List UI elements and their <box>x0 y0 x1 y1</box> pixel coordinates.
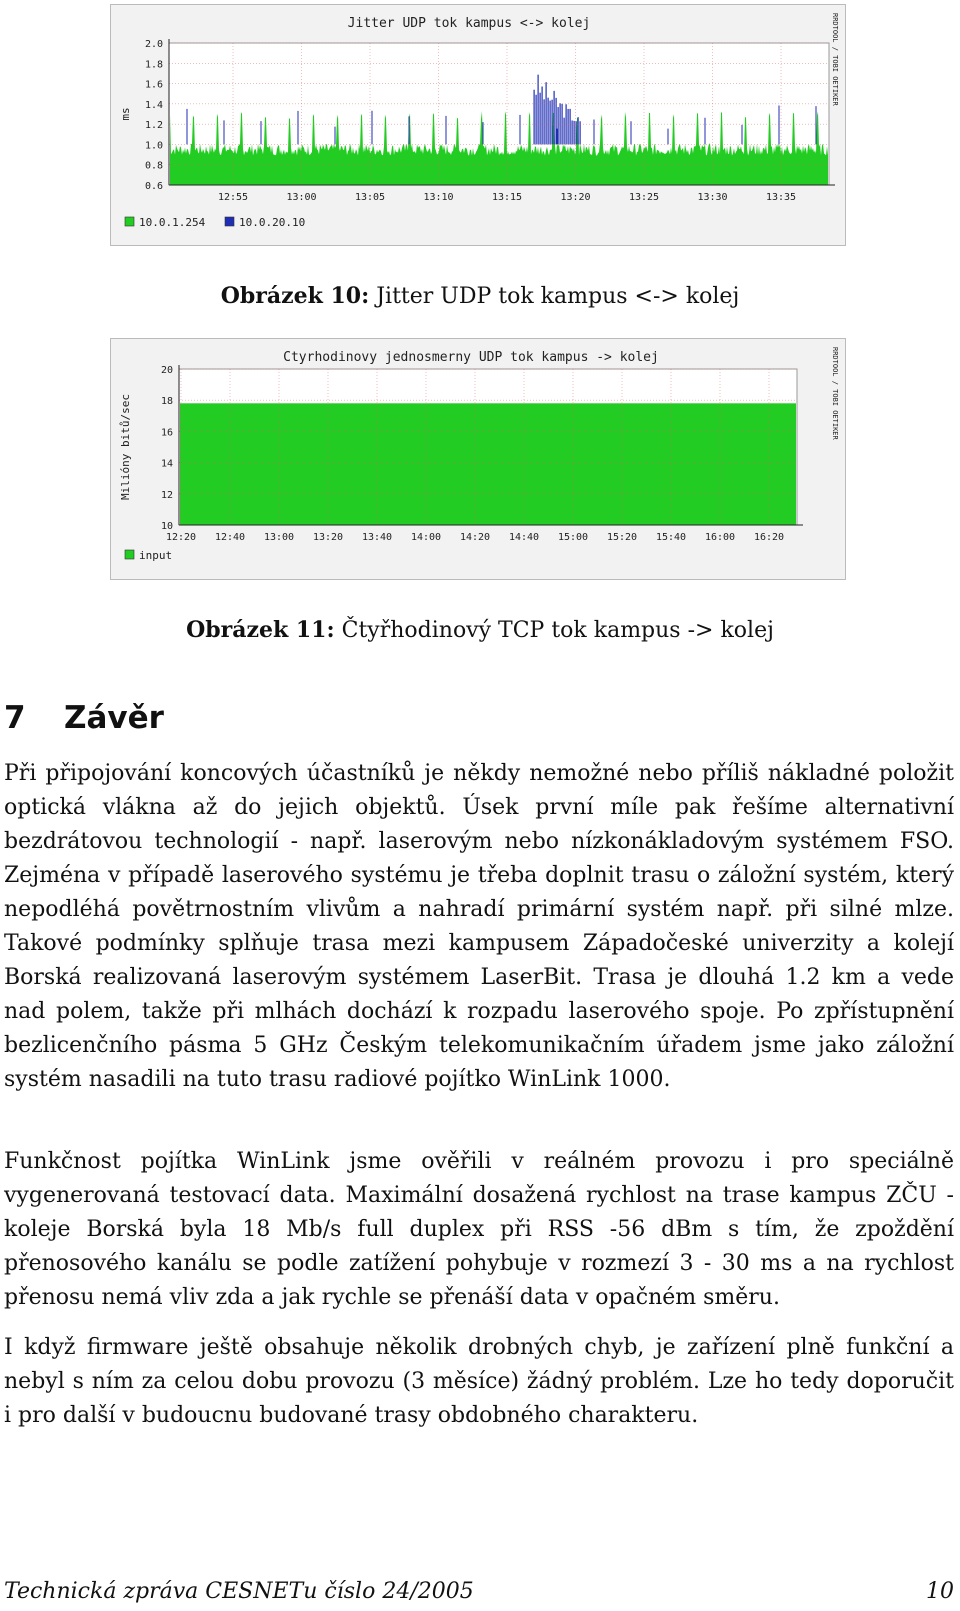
figure-10-chart <box>110 4 846 246</box>
paragraph-3: I když firmware ještě obsahuje několik drobných chyb, je zařízení plně funkční a nebyl s ním za celou dobu provozu (3 měsíce) žádný problém. Lze ho tedy doporučit i pro další v budoucnu budované trasy obdobného charakteru. <box>4 1335 954 1428</box>
x-tick-label: 12:55 <box>217 192 249 203</box>
rrdtool-credit: RRDTOOL / TOBI OETIKER <box>831 13 839 106</box>
legend-label: 10.0.1.254 <box>139 216 206 229</box>
x-tick-label: 13:20 <box>312 532 344 543</box>
x-tick-label: 13:00 <box>263 532 295 543</box>
y-tick-label: 14 <box>160 458 173 470</box>
figure-11-chart <box>110 338 846 580</box>
figure-10-caption-text: Jitter UDP tok kampus <-> kolej <box>369 284 740 309</box>
x-tick-label: 14:20 <box>459 532 491 543</box>
x-tick-label: 12:20 <box>165 532 197 543</box>
y-tick-label: 1.2 <box>144 120 163 132</box>
y-tick-label: 1.6 <box>144 79 163 91</box>
footer-report-title: Technická zpráva CESNETu číslo 24/2005 <box>4 1579 474 1604</box>
y-tick-label: 20 <box>160 365 173 376</box>
y-axis-label: Milióny bitů/sec <box>119 394 132 500</box>
section-heading <box>4 700 164 736</box>
series-input <box>180 403 796 525</box>
figure-10-caption <box>0 282 960 311</box>
x-tick-label: 13:15 <box>491 192 523 203</box>
y-axis-label: ms <box>119 107 132 121</box>
figure-10-caption-label: Obrázek 10: <box>220 283 370 309</box>
x-tick-label: 13:10 <box>423 192 454 203</box>
y-tick-label: 1.8 <box>144 59 163 71</box>
figure-11-caption-text: Čtyřhodinový TCP tok kampus -> kolej <box>334 618 774 643</box>
figure-11-caption <box>0 616 960 645</box>
chart-title: Jitter UDP tok kampus <-> kolej <box>347 16 591 31</box>
x-tick-label: 13:40 <box>361 532 393 543</box>
legend-swatch <box>225 217 234 226</box>
x-tick-label: 16:20 <box>753 532 785 543</box>
y-tick-label: 12 <box>160 489 173 501</box>
x-tick-label: 13:20 <box>560 192 591 203</box>
x-tick-label: 13:05 <box>354 192 386 203</box>
series-input-area <box>180 403 796 525</box>
y-tick-label: 0.6 <box>144 181 163 192</box>
x-tick-label: 13:30 <box>697 192 728 203</box>
page-number: 10 <box>926 1579 954 1604</box>
x-tick-label: 14:40 <box>508 532 540 543</box>
legend-swatch <box>125 217 134 226</box>
paragraph-2: Funkčnost pojítka WinLink jsme ověřili v reálném provozu i pro speciálně vygenerovaná testovací data. Maximální dosažená rychlost na trase kampus ZČU - koleje Borská byla 18 Mb/s full duplex při RSS -56 dBm s tím, že zpoždění přenosového kanálu se podle zatížení pohybuje v rozmezí 3 - 30 ms a na rychlost přenosu nemá vliv zda a jak rychle se přenáší data v opačném směru. <box>4 1149 954 1310</box>
throughput-chart-svg <box>111 339 847 581</box>
chart-title: Ctyrhodinovy jednosmerny UDP tok kampus -> kolej <box>283 350 659 365</box>
y-tick-label: 1.4 <box>144 99 163 111</box>
y-tick-label: 0.8 <box>144 160 163 172</box>
y-tick-label: 18 <box>160 396 173 408</box>
y-tick-label: 10 <box>160 521 173 532</box>
figure-11-caption-label: Obrázek 11: <box>186 617 335 643</box>
y-tick-label: 16 <box>160 427 173 439</box>
x-tick-label: 13:25 <box>628 192 660 203</box>
section-title: Závěr <box>64 700 164 736</box>
jitter-chart-svg <box>111 5 847 247</box>
section-number: 7 <box>4 700 26 736</box>
page-footer <box>4 1578 954 1606</box>
rrdtool-credit: RRDTOOL / TOBI OETIKER <box>831 347 839 440</box>
x-tick-label: 13:00 <box>286 192 317 203</box>
x-tick-label: 13:35 <box>765 192 797 203</box>
y-tick-label: 1.0 <box>144 140 163 152</box>
x-tick-label: 16:00 <box>704 532 736 543</box>
legend-label: input <box>139 549 173 562</box>
legend-label: 10.0.20.10 <box>239 216 306 229</box>
x-tick-label: 15:40 <box>655 532 687 543</box>
x-tick-label: 14:00 <box>410 532 442 543</box>
x-tick-label: 15:00 <box>557 532 589 543</box>
y-tick-label: 2.0 <box>144 39 163 50</box>
x-tick-label: 12:40 <box>214 532 246 543</box>
x-tick-label: 15:20 <box>606 532 638 543</box>
legend-swatch <box>125 550 134 559</box>
paragraph-1: Při připojování koncových účastníků je někdy nemožné nebo příliš nákladné položit optická vlákna až do jejich objektů. Úsek první míle pak řešíme alternativní bezdrátovou technologií - např. laserovým nebo nízkonákladovým systémem FSO. Zejména v případě laserového systému je třeba doplnit trasu o záložní systém, který nepodléhá povětrnostním vlivům a nahradí primární systém např. při silné mlze. Takové podmínky splňuje trasa mezi kampusem Západočeské univerzity a kolejí Borská realizovaná laserovým systémem LaserBit. Trasa je dlouhá 1.2 km a vede nad polem, takže při mlhách dochází k rozpadu laserového spoje. Po zpřístupnění bezlicenčního pásma 5 GHz Českým telekomunikačním úřadem jsme jako záložní systém nasadili na tuto trasu radiové pojítko WinLink 1000. <box>4 761 954 1092</box>
